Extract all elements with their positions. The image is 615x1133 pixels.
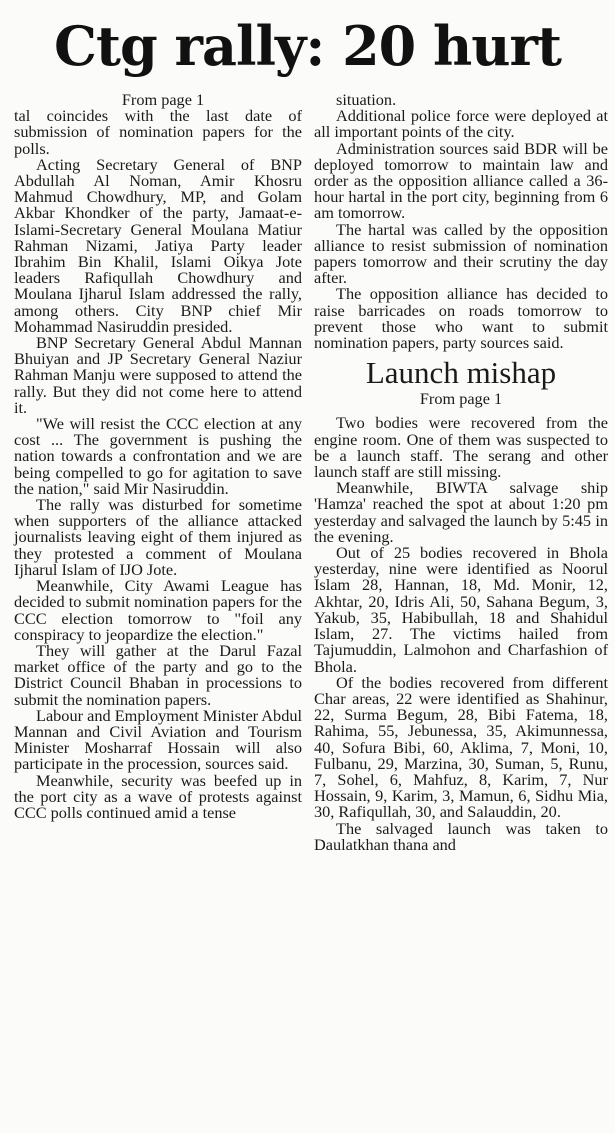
article-paragraph: Administration sources said BDR will be deployed tomorrow to maintain law and order as the opposition alliance called a 36-hour hartal in the port city, beginning from 6 am tomorrow. [314,138,608,223]
article-paragraph: They will gather at the Darul Fazal market office of the party and go to the District Council Bhaban in processions to submit the nomination papers. [14,640,302,709]
article-paragraph: Acting Secretary General of BNP Abdullah Al Noman, Amir Khosru Mahmud Chowdhury, MP, and Golam Akbar Khondker of the party, Jamaat-e-Islami-Secretary General Moulana Matiur Rahman Nizami, Jatiya Party leader Ibrahim Bin Khalil, Islami Oikya Jote leaders Rafiqullah Chowdhury and Moulana Ijharul Islam addressed the rally, among others. City BNP chief Mir Mohammad Nasiruddin presided. [14,154,302,336]
article-paragraph: situation. [336,90,397,109]
left-column [14,92,302,1133]
article-paragraph: Two bodies were recovered from the engine room. One of them was suspected to be a launch staff. The serang and other launch staff are still missing. [314,413,608,482]
article-paragraph: The rally was disturbed for sometime when supporters of the alliance attacked journalists leaving eight of them injured as they protested a comment of Moulana Ijharul Islam of IJO Jote. [14,495,302,579]
subheadline: Launch mishap [365,355,557,391]
article-paragraph: Additional police force were deployed at all important points of the city. [314,106,608,142]
article-paragraph: The opposition alliance has decided to raise barricades on roads tomorrow to prevent those who want to submit nomination papers, party sources said. [314,284,608,353]
article-paragraph: The salvaged launch was taken to Daulatkhan thana and [314,818,608,854]
article-paragraph: Out of 25 bodies recovered in Bhola yesterday, nine were identified as Noorul Islam 28, Hannan, 18, Md. Monir, 12, Akhtar, 20, Idris Ali, 50, Sahana Begum, 3, Yakub, 35, Habibullah, 18 and Shahidul Islam, 27. The victims hailed from Tajumuddin, Lalmohon and Charfashion of Bhola. [314,543,608,676]
dateline: From page 1 [121,90,205,109]
article-paragraph: Meanwhile, City Awami League has decided to submit nomination papers for the CCC election tomorrow to "foil any conspiracy to jeopardize the election." [14,576,302,644]
article-paragraph: Labour and Employment Minister Abdul Mannan and Civil Aviation and Tourism Minister Mosharraf Hossain will also participate in the procession, sources said. [14,705,302,774]
right-column [314,92,608,1133]
article-paragraph: "We will resist the CCC election at any cost ... The government is pushing the nation towards a confrontation and we are being compelled to go for agitation to save the nation," said Mir Nasiruddin. [14,414,302,498]
article-paragraph: The hartal was called by the opposition alliance to resist submission of nomination papers tomorrow and their scrutiny the day after. [314,219,608,288]
article-paragraph: BNP Secretary General Abdul Mannan Bhuiyan and JP Secretary General Naziur Rahman Manju were supposed to attend the rally. But they did not come here to attend it. [14,333,302,417]
headline: Ctg rally: 20 hurt [54,14,561,78]
sub-dateline: From page 1 [419,389,503,409]
article-paragraph: Meanwhile, BIWTA salvage ship 'Hamza' reached the spot at about 1:20 pm yesterday and salvaged the launch by 5:45 in the evening. [314,478,608,546]
article-paragraph: Of the bodies recovered from different Char areas, 22 were identified as Shahinur, 22, Surma Begum, 28, Bibi Fatema, 18, Rahima, 55, Jebunessa, 35, Akimunnessa, 40, Sofura Bibi, 60, Aklima, 7, Moni, 10, Fulbanu, 29, Marzina, 30, Suman, 5, Runu, 7, Sohel, 6, Mahfuz, 8, Karim, 7, Nur Hossain, 9, Karim, 3, Mamun, 6, Sidhu Mia, 30, Rafiqullah, 30, and Salauddin, 20. [314,672,608,822]
article-paragraph: tal coincides with the last date of submission of nomination papers for the polls. [14,106,302,158]
article-paragraph: Meanwhile, security was beefed up in the port city as a wave of protests against CCC polls continued amid a tense [14,770,302,822]
